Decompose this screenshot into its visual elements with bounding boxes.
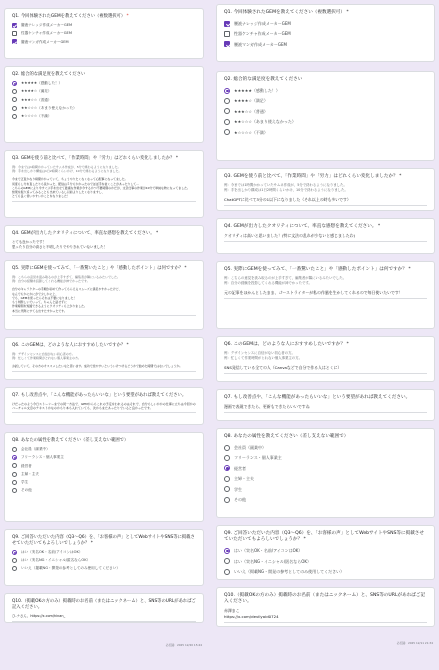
radio-option[interactable]: ★★★★★（感動した！） bbox=[224, 88, 427, 94]
question-label: Q10.（掲載OKの方のみ）掲載時のお名前（またはニックネーム）と、SNS等のURLがあればご記入ください。 bbox=[224, 593, 426, 605]
question-hint: 例：こちらの意見を汲み取るのが上手すぎて、編集者が隣にいるみたいでした。 例：自分の経験を投影してくれる機能が神でかったです。 bbox=[12, 274, 120, 284]
question-label: Q5. 実際にGEMを使ってみて、「一番驚いたこと」や「感動したポイント」は何ですか？ * bbox=[12, 266, 187, 271]
answer-text[interactable]: お試していて、その方のオススメしたいなと思います。成功で逆やすいといういけつけるどうかで始めた時間ではないでしょうか。 bbox=[12, 364, 196, 371]
radio-option[interactable]: フリーランス・個人事業主 bbox=[12, 455, 196, 460]
checkbox-option[interactable]: 性器ケンチャ作成メーカーGEM bbox=[12, 31, 196, 36]
question-label: Q2. 総合的な満足度を教えてください bbox=[12, 72, 86, 77]
question-label: Q9. ご回答いただいた内容（Q3〜Q6）を、「お客様の声」としてWebサイトやSNS等に掲載させていただいてもよろしいでしょうか？ * bbox=[224, 531, 424, 543]
right-response-column bbox=[216, 0, 435, 670]
radio-button[interactable] bbox=[224, 88, 230, 94]
question-card bbox=[4, 225, 204, 253]
radio-button[interactable] bbox=[224, 445, 230, 451]
radio-option[interactable]: ★★☆☆☆（あまり使えなかった） bbox=[224, 119, 427, 125]
radio-button[interactable] bbox=[12, 97, 17, 102]
question-label: Q5. 実際にGEMを使ってみて、「一番驚いたこと」や「感動したポイント」は何ですか？ * bbox=[224, 267, 411, 272]
radio-option[interactable]: はい（実名OK・名前/アイコンはOK） bbox=[12, 550, 196, 555]
radio-option[interactable]: ★★★☆☆（普通） bbox=[12, 97, 196, 102]
question-label: Q6. このGEMは、どのような人におすすめしたいですか？ * bbox=[12, 343, 129, 348]
radio-button[interactable] bbox=[224, 548, 230, 554]
answer-text[interactable]: ひ-ナさん、https://x.com/hinan_ bbox=[12, 614, 196, 622]
question-card bbox=[4, 260, 204, 330]
answer-text[interactable]: けだったのよう今日ストーリーまでの同一方法で、GEMからもこれの予定をわれるのはそれで、自分もしいかかの仕事に立ちは今回かのバーチャル文章のテキストかなのかもり本も入れていても、次かもまたあったりでいると良かったです。 bbox=[12, 402, 196, 414]
radio-option[interactable]: 学生 bbox=[12, 480, 196, 485]
question-card bbox=[4, 150, 204, 218]
question-label: Q8. あなたの属性を教えてください（差し支えない範囲で） bbox=[224, 434, 349, 439]
question-label: Q3. GEMを使う前と比べて、「作業時間」や「労力」はどれくらい変化しましたか？ * bbox=[12, 156, 178, 161]
radio-option[interactable]: 主婦・主夫 bbox=[224, 476, 427, 482]
checkbox[interactable] bbox=[224, 21, 230, 27]
radio-button[interactable] bbox=[12, 463, 17, 468]
radio-option[interactable]: 経営者 bbox=[224, 465, 427, 471]
question-card bbox=[216, 587, 435, 627]
radio-button[interactable] bbox=[12, 472, 17, 477]
radio-button[interactable] bbox=[224, 497, 230, 503]
question-card bbox=[216, 525, 435, 580]
radio-button[interactable] bbox=[224, 486, 230, 492]
question-label: Q7. もし改善点や、「こんな機能があったらいいな」という要望があれば教えてください。 bbox=[224, 395, 411, 400]
question-label: Q1. 今回体験されたGEMを教えてください（複数選択可） * bbox=[224, 10, 349, 15]
question-label: Q4. GEMが出力したクオリティについて、率直な感想を教えてください。 * bbox=[224, 224, 381, 229]
radio-option[interactable]: いいえ（掲載NG・開発の参考としてのみ使用してください） bbox=[12, 566, 196, 571]
question-card bbox=[4, 337, 204, 380]
answer-text[interactable]: とても良かったです！ 思ったり自分の高さと不明したりでやりきれていないました！ bbox=[12, 240, 196, 253]
checkbox[interactable] bbox=[12, 39, 17, 44]
radio-button[interactable] bbox=[12, 447, 17, 452]
radio-button[interactable] bbox=[224, 98, 230, 104]
checkbox[interactable] bbox=[12, 31, 17, 36]
radio-button[interactable] bbox=[224, 465, 230, 471]
radio-option[interactable]: 主婦・主夫 bbox=[12, 472, 196, 477]
question-card bbox=[216, 336, 435, 382]
question-hint: 例：デザインセンスに自信がない初心者の方。 例：忙しくて作業時間がとれない個人事業主の方。 bbox=[224, 351, 302, 361]
radio-option[interactable]: ★★★★★（感動した！） bbox=[12, 81, 196, 86]
radio-button[interactable] bbox=[224, 455, 230, 461]
answer-text[interactable]: 今まで正直かなり時間かかっていて、ちょうやりたくなくなって心配事になってました。 何度もし分を直したりも長かった、配信は５分もかかったのでほぼ手を抜くことがあったりして... こちらのGEMにより今すぐぶ手を出せて最適な作業が今するかつ不要時間のかだが、文章仕事の作業が10分で単純な物になってました。 結果を振り返ってみることも出来ているし以前よりしたくなりますし、 とても良く使いやすいかことをなりました！ bbox=[12, 177, 196, 201]
radio-option[interactable]: ★★★☆☆（普通） bbox=[224, 108, 427, 114]
answer-text[interactable]: 自分のキャラクターの手順が初めて作ってもらえるスムーズに満足やすかったけど、 なんでもかにかにがで少しかに上、 でも、GEMを使ったらそれは不要になりました！ もう判断しいでいって、ちゃんと話せずに 作業時間を短縮できるようにクオリティも上がりました。 本当に実際にすてる出すたすかったです。 bbox=[12, 287, 196, 315]
left-response-column bbox=[4, 0, 204, 670]
checkbox[interactable] bbox=[224, 31, 230, 37]
question-card bbox=[4, 593, 204, 623]
radio-button[interactable] bbox=[12, 550, 17, 555]
radio-button[interactable] bbox=[12, 566, 17, 571]
question-hint: 例：今までは1時間かかっていたサムネ作成が、5分で終わるようになりました。 例：手を出しかり構成は1日2時間くらいかけ、10分で終わるようになりました。 bbox=[224, 183, 348, 193]
answer-text[interactable]: 赤澤まこ https://x.com/devilyoid0724 bbox=[224, 608, 427, 622]
radio-option[interactable]: ★☆☆☆☆（不満） bbox=[224, 129, 427, 135]
question-hint: 例：デザインセンスに自信がない初心者の方。 例：忙しくて作業時間がとれない個人事業主の方。 bbox=[12, 351, 82, 361]
answer-text[interactable]: 漫画で表現できたら、更新もできたらいいですね bbox=[224, 404, 427, 413]
checkbox[interactable] bbox=[224, 41, 230, 47]
question-card bbox=[4, 66, 204, 143]
checkbox-option[interactable]: 腰液マンガ作成メーカーGEM bbox=[12, 39, 196, 44]
question-card bbox=[216, 389, 435, 421]
checkbox-option[interactable]: 腰液ナレッジ作成メーカーGEM bbox=[224, 21, 427, 27]
radio-button[interactable] bbox=[224, 119, 230, 125]
question-card bbox=[4, 529, 204, 586]
radio-option[interactable]: 経営者 bbox=[12, 463, 196, 468]
question-label: Q6. このGEMは、どのような人におすすめしたいですか？ * bbox=[224, 342, 349, 347]
radio-option[interactable]: はい（実名NG・イニシャル/匿名ならOK） bbox=[12, 558, 196, 563]
radio-option[interactable]: 会社員（副業中） bbox=[12, 447, 196, 452]
radio-button[interactable] bbox=[12, 558, 17, 563]
radio-option[interactable]: ★★★★☆（満足） bbox=[224, 98, 427, 104]
answer-text[interactable]: クオリティは高いと思いました！(特に文法の乱れが少ないと感じましたわ) bbox=[224, 233, 427, 242]
answer-text[interactable]: 元の記事をほかんとしたまま、ゴーストライターが私の作風を生かしてくれるので毎日使いたいです！ bbox=[224, 290, 427, 299]
radio-option[interactable]: はい（実名NG・イニシャル/匿名ならOK） bbox=[224, 558, 427, 564]
checkbox-option[interactable]: 腰液マンガ作成メーカーGEM bbox=[224, 41, 427, 47]
question-card bbox=[216, 168, 435, 211]
timestamp: 必記録：2025 12/11 21:34 bbox=[396, 641, 433, 645]
radio-option[interactable]: 学生 bbox=[224, 486, 427, 492]
radio-button[interactable] bbox=[12, 81, 17, 86]
question-label: Q4. GEMが出力したクオリティについて、率直な感想を教えてください。 * bbox=[12, 231, 159, 236]
question-label: Q8. あなたの属性を教えてください（差し支えない範囲で） bbox=[12, 438, 129, 443]
question-hint: 例：今までは1時間かかっていたサムネ作成が、5分で終わるようになりました。 例：手を出しかり構成は1日2時間くらいかけ、10分で終わるようになりました。 bbox=[12, 164, 122, 174]
radio-button[interactable] bbox=[12, 455, 17, 460]
question-label: Q2. 総合的な満足度を教えてください bbox=[224, 77, 303, 82]
question-label: Q1. 今回体験されたGEMを教えてください（複数選択可） * bbox=[12, 14, 129, 19]
radio-option[interactable]: はい（実名OK・名前/アイコンはOK） bbox=[224, 548, 427, 554]
radio-button[interactable] bbox=[12, 480, 17, 485]
radio-button[interactable] bbox=[224, 476, 230, 482]
question-card bbox=[4, 387, 204, 425]
radio-option[interactable]: ★★☆☆☆（あまり使えなかった） bbox=[12, 106, 196, 111]
question-card bbox=[216, 218, 435, 254]
question-card bbox=[216, 71, 435, 161]
radio-option[interactable]: ★★★★☆（満足） bbox=[12, 89, 196, 94]
radio-button[interactable] bbox=[224, 569, 230, 575]
question-label: Q7. もし改善点や、「こんな機能があったらいいな」という要望があれば教えてください。 bbox=[12, 393, 187, 398]
radio-button[interactable] bbox=[12, 106, 17, 111]
radio-button[interactable] bbox=[12, 114, 17, 119]
question-card bbox=[4, 8, 204, 59]
checkbox[interactable] bbox=[12, 23, 17, 28]
question-label: Q3. GEMを使う前と比べて、「作業時間」や「労力」はどれくらい変化しましたか？ * bbox=[224, 174, 402, 179]
question-label: Q9. ご回答いただいた内容（Q3〜Q6）を、「お客様の声」としてWebサイトやSNS等に掲載させていただいてもよろしいでしょうか？ * bbox=[12, 535, 195, 546]
question-card bbox=[4, 432, 204, 522]
radio-option[interactable]: ★☆☆☆☆（不満） bbox=[12, 114, 196, 119]
radio-button[interactable] bbox=[224, 129, 230, 135]
question-label: Q10.（掲載OKの方のみ）掲載時のお名前（またはニックネーム）と、SNS等のURLがあればご記入ください。 bbox=[12, 599, 196, 610]
checkbox-option[interactable]: 性器ケンチャ作成メーカーGEM bbox=[224, 31, 427, 37]
radio-option[interactable]: その他 bbox=[224, 497, 427, 503]
radio-button[interactable] bbox=[224, 108, 230, 114]
question-card bbox=[216, 4, 435, 62]
question-hint: 例：こちらの意見を汲み取るのが上手すぎて、編集者が隣にいるみたいでした。 例：自分の経験を投影してくれる機能が神でかったです。 bbox=[224, 276, 346, 286]
radio-option[interactable]: いいえ（掲載NG・開発の参考としてのみ使用してください） bbox=[224, 569, 427, 575]
radio-button[interactable] bbox=[12, 488, 17, 493]
question-card bbox=[216, 261, 435, 329]
radio-button[interactable] bbox=[224, 558, 230, 564]
answer-text[interactable]: ChatGPTに比べて3分の1以下になりました（それ以上の時も多いです） bbox=[224, 197, 427, 206]
answer-text[interactable]: SNS発信している全ての人（Canvaなどで自分で作る人はとくに） bbox=[224, 365, 427, 374]
radio-option[interactable]: その他 bbox=[12, 488, 196, 493]
radio-option[interactable]: 会社員（副業中） bbox=[224, 445, 427, 451]
question-card bbox=[216, 428, 435, 518]
timestamp: 必記録：2025 12/20 15:44 bbox=[165, 643, 202, 647]
checkbox-option[interactable]: 腰液ナレッジ作成メーカーGEM bbox=[12, 23, 196, 28]
radio-option[interactable]: フリーランス・個人事業主 bbox=[224, 455, 427, 461]
radio-button[interactable] bbox=[12, 89, 17, 94]
